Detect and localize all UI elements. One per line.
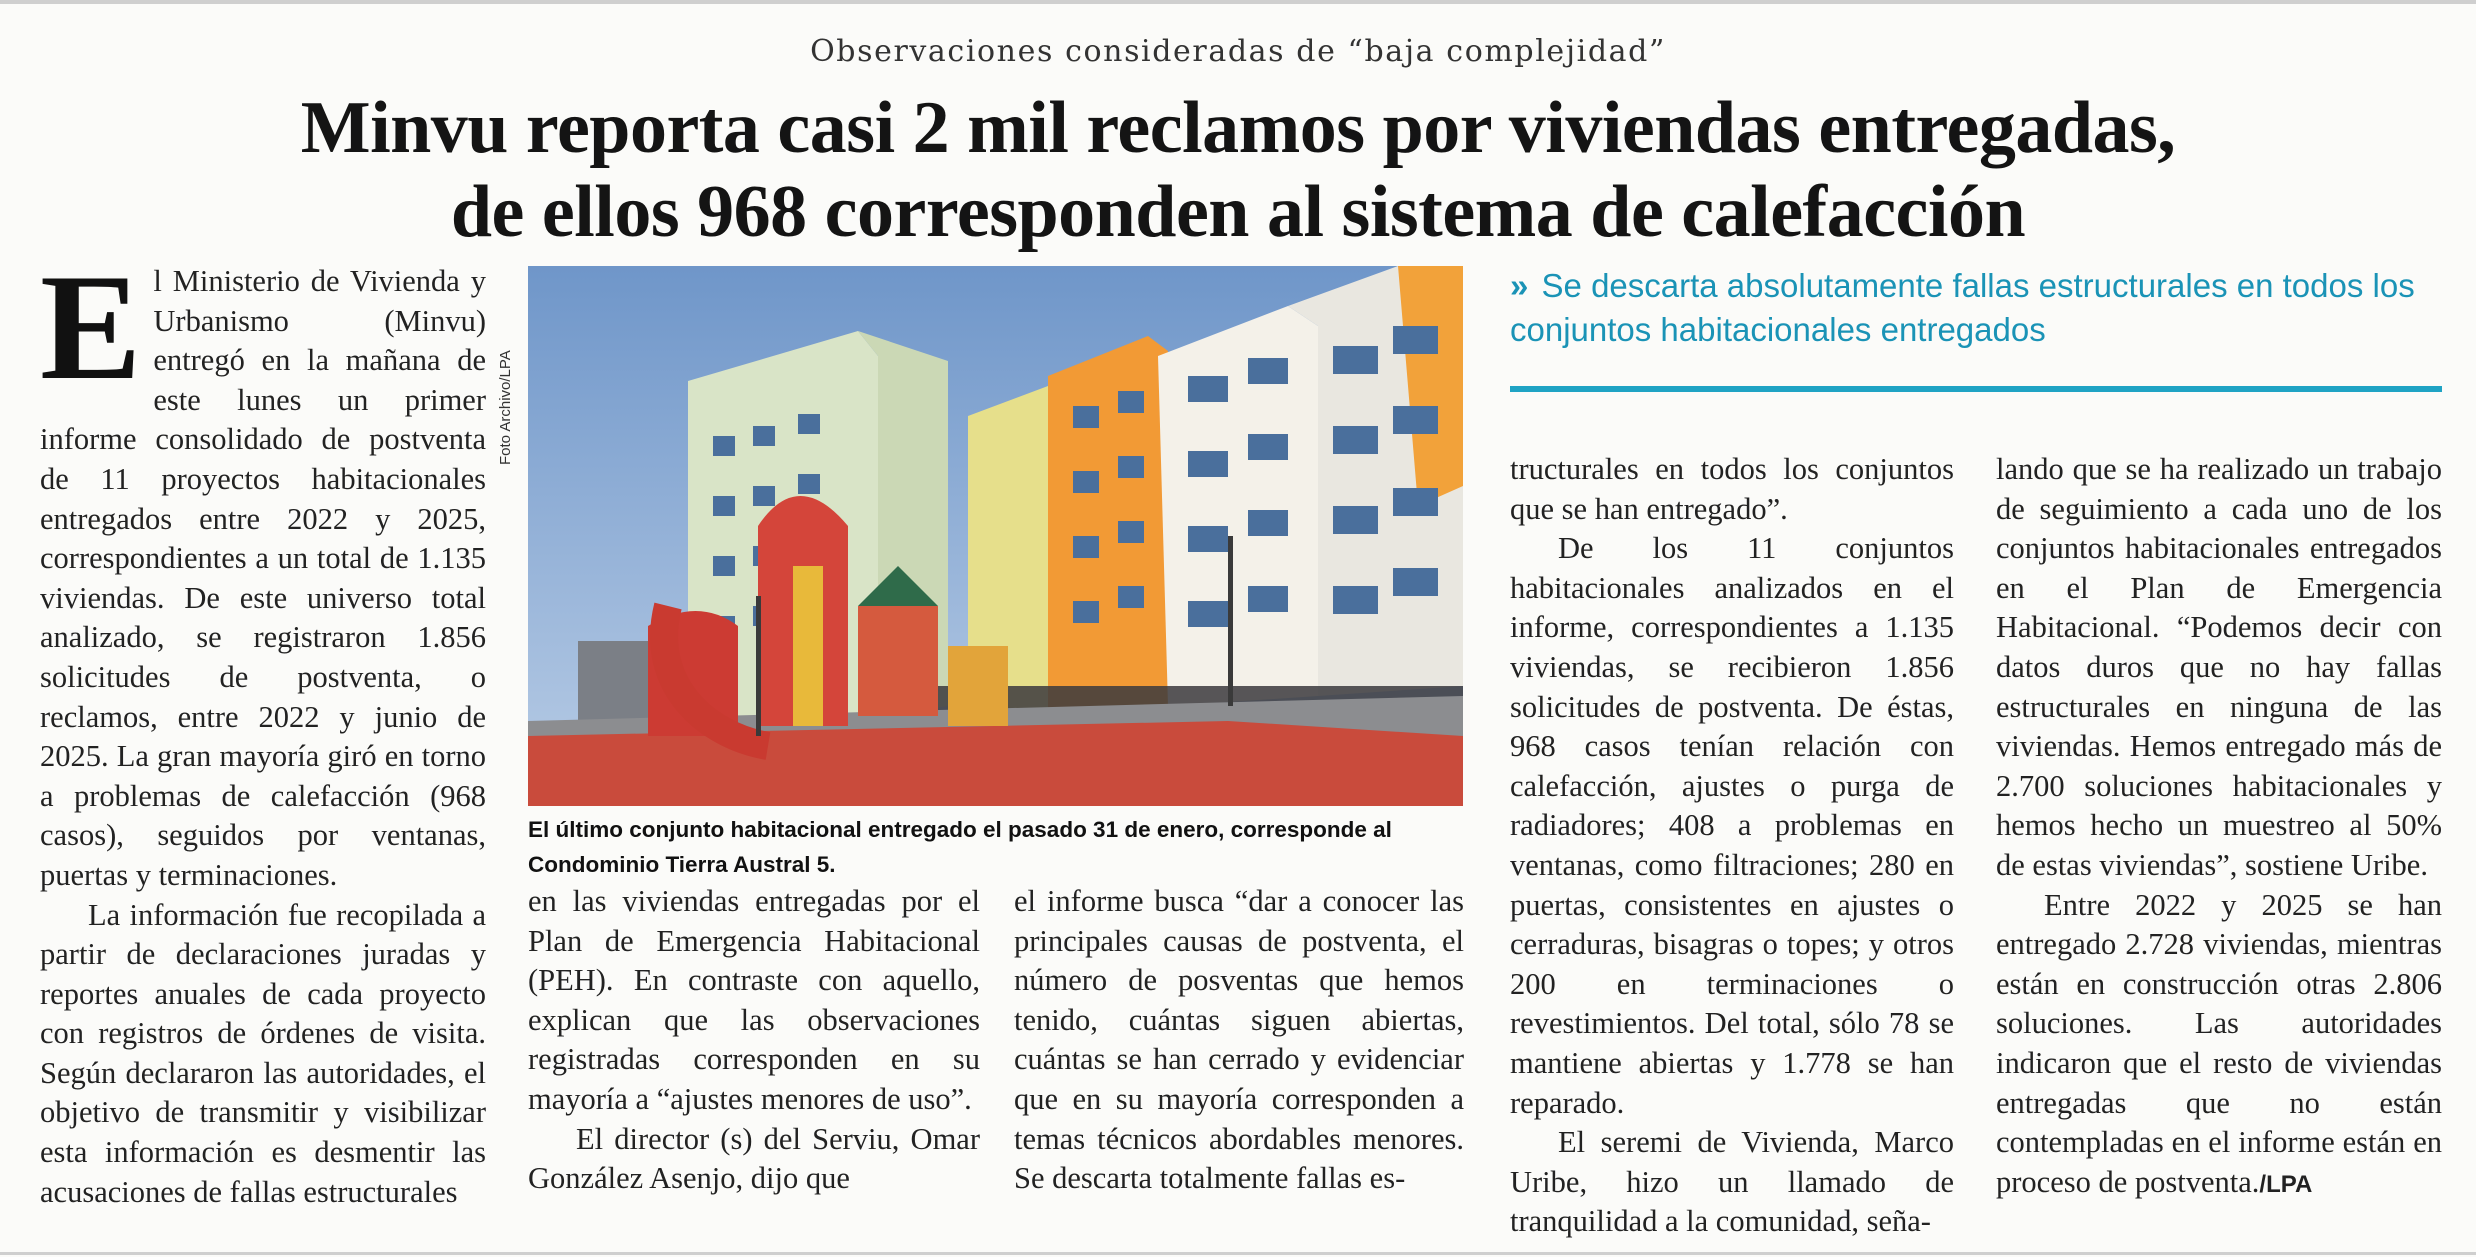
housing-complex-illustration bbox=[528, 266, 1463, 806]
top-rule bbox=[0, 0, 2476, 4]
paragraph-4: El director (s) del Serviu, Omar González Asenjo, dijo que bbox=[528, 1121, 980, 1196]
column-3 bbox=[1014, 882, 1464, 1199]
column-5 bbox=[1996, 450, 2442, 1204]
photo-credit: Foto Archivo/LPA bbox=[497, 350, 514, 465]
paragraph-8: El seremi de Vivienda, Marco Uribe, hizo un llamado de tranquilidad a la comunidad, seña- bbox=[1510, 1125, 1954, 1239]
headline-line-2: de ellos 968 corresponden al sistema de calefacción bbox=[450, 171, 2026, 253]
paragraph-1 bbox=[40, 243, 486, 896]
column-1 bbox=[40, 243, 486, 1212]
paragraph-10 bbox=[1996, 886, 2442, 1205]
pull-quote-text: Se descarta absolutamente fallas estructurales en todos los conjuntos habitacionales entregados bbox=[1510, 267, 2415, 348]
paragraph-7: De los 11 conjuntos habitacionales analizados en el informe, correspondientes a 1.135 viviendas, se recibieron 1.856 solicitudes de postventa. De éstas, 968 casos tenían relación con calefacción, ajustes o purga de radiadores; 408 a problemas en ventanas, como filtraciones; 280 en puertas, consistentes en ajustes o cerraduras, bisagras o topes; y otros 200 en terminaciones o revestimientos. Del total, sólo 78 se mantiene abiertas y 1.778 se han reparado. bbox=[1510, 531, 1954, 1120]
headline-line-1: Minvu reporta casi 2 mil reclamos por viviendas entregadas, bbox=[300, 87, 2176, 169]
paragraph-1-text: l Ministerio de Vivienda y Urbanismo (Minvu) entregó en la mañana de este lunes un primer informe consolidado de postventa de 11 proyectos habitacionales entregados entre 2022 y 2025, correspondientes a un total de 1.135 viviendas. De este universo total analizado, se registraron 1.856 solicitudes de postventa, o reclamos, entre 2022 y junio de 2025. La gran mayoría giró en torno a problemas de calefacción (968 casos), seguidos por ventanas, puertas y terminaciones. bbox=[40, 264, 486, 892]
paragraph-5: el informe busca “dar a conocer las principales causas de postventa, el número de posventas que hemos tenido, cuántas siguen abiertas, cuántas se han cerrado y evidenciar que en su mayoría corresponden a temas técnicos abordables menores. Se descarta totalmente fallas es- bbox=[1014, 884, 1464, 1196]
pull-quote-rule bbox=[1510, 386, 2442, 392]
drop-cap: E bbox=[40, 243, 142, 411]
paragraph-2: La información fue recopilada a partir de declaraciones juradas y reportes anuales de cada proyecto con registros de órdenes de visita. Según declararon las autoridades, el objetivo de transmitir y visibilizar esta información es desmentir las acusaciones de fallas estructurales bbox=[40, 897, 486, 1209]
paragraph-6: tructurales en todos los conjuntos que se han entregado”. bbox=[1510, 452, 1954, 526]
bottom-rule bbox=[0, 1252, 2476, 1255]
article-kicker: Observaciones consideradas de “baja complejidad” bbox=[810, 34, 1666, 69]
paragraph-10-text: Entre 2022 y 2025 se han entregado 2.728 viviendas, mientras están en construcción otras 2.806 soluciones. Las autoridades indicaron que el resto de viviendas entregadas que no están contempladas en el informe están en proceso de postventa. bbox=[1996, 887, 2442, 1199]
article-photo bbox=[528, 266, 1463, 806]
paragraph-9: lando que se ha realizado un trabajo de seguimiento a cada uno de los conjuntos habitacionales entregados en el Plan de Emergencia Habitacional. “Podemos decir con datos duros que no hay fallas estructurales en ninguna de las viviendas. Hemos entregado más de 2.700 soluciones habitacionales y hemos hecho un muestreo al 50% de estas viviendas”, sostiene Uribe. bbox=[1996, 452, 2442, 882]
column-4 bbox=[1510, 450, 1954, 1242]
photo-caption: El último conjunto habitacional entregado el pasado 31 de enero, corresponde al Condominio Tierra Austral 5. bbox=[528, 817, 1392, 877]
column-2 bbox=[528, 882, 980, 1199]
byline-signature: /LPA bbox=[2259, 1170, 2313, 1198]
paragraph-3: en las viviendas entregadas por el Plan de Emergencia Habitacional (PEH). En contraste con aquello, explican que las observaciones registradas corresponden en su mayoría a “ajustes menores de uso”. bbox=[528, 884, 980, 1116]
double-chevron-icon: » bbox=[1510, 267, 1523, 304]
pull-quote bbox=[1510, 264, 2440, 352]
article-headline bbox=[0, 86, 2476, 254]
